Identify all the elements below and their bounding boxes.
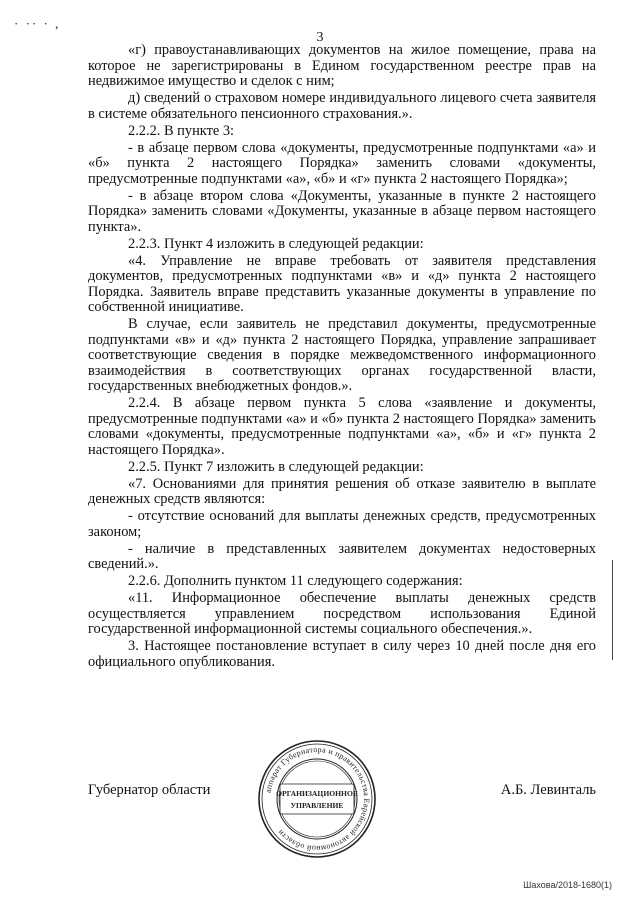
paragraph: - отсутствие оснований для выплаты денежных средств, предусмотренных законом; bbox=[88, 508, 596, 540]
signatory-title: Губернатор области bbox=[88, 782, 211, 798]
paragraph: 2.2.3. Пункт 4 изложить в следующей редакции: bbox=[128, 235, 424, 252]
seal-ring-text: аппарат Губернатора и правительства Еврейской автономной области bbox=[263, 744, 372, 854]
paragraph: 2.2.6. Дополнить пунктом 11 следующего содержания: bbox=[128, 573, 463, 589]
paragraph: «11. Информационное обеспечение выплаты денежных средств осуществляется управлением посредством использования Единой государственной информационной системы социального обеспечения.». bbox=[88, 590, 596, 637]
paragraph: - в абзаце первом слова «документы, предусмотренные подпунктами «а» и «б» пункта 2 настоящего Порядка» заменить словами «документы, предусмотренные подпунктами «а», «б» и «г» пункта 2 настоящего Порядка»; bbox=[88, 139, 596, 187]
paragraph: - наличие в представленных заявителем документах недостоверных сведений.». bbox=[88, 540, 596, 572]
seal-center-line2: УПРАВЛЕНИЕ bbox=[290, 801, 344, 810]
paragraph: - в абзаце втором слова «Документы, указанные в пункте 2 настоящего Порядка» заменить словами «Документы, указанные в абзаце первом настоящего пункта». bbox=[88, 187, 596, 235]
seal-center-line1: ОРГАНИЗАЦИОННОЕ bbox=[276, 789, 358, 798]
paragraph: д) сведений о страховом номере индивидуального лицевого счета заявителя в системе обязательного пенсионного страхования.». bbox=[88, 90, 596, 122]
paragraph: 2.2.5. Пункт 7 изложить в следующей редакции: bbox=[128, 458, 424, 475]
scan-artifact-line bbox=[612, 560, 613, 660]
paragraph: 2.2.2. В пункте 3: bbox=[128, 122, 235, 139]
paragraph: 3. Настоящее постановление вступает в силу через 10 дней после дня его официального опубликования. bbox=[88, 638, 596, 670]
document-body bbox=[88, 43, 596, 672]
signatory-name: А.Б. Левинталь bbox=[500, 782, 596, 798]
paragraph: 2.2.4. В абзаце первом пункта 5 слова «заявление и документы, предусмотренные подпунктами «а» и «б» пункта 2 настоящего Порядка» заменить словами «документы, предусмотренные подпунктами «а», «б» и «г» пункта 2 настоящего Порядка». bbox=[88, 395, 596, 458]
page-number: 3 bbox=[316, 30, 324, 45]
document-code: Шахова/2018-1680(1) bbox=[523, 880, 612, 890]
paragraph: «7. Основаниями для принятия решения об отказе заявителю в выплате денежных средств являются: bbox=[88, 475, 596, 507]
paragraph: «4. Управление не вправе требовать от заявителя представления документов, предусмотренных подпунктами «в» и «д» пункта 2 настоящего Порядка. Заявитель вправе представить указанные документы в управление по собственной инициативе. bbox=[88, 252, 596, 315]
official-seal-stamp bbox=[256, 738, 378, 860]
paragraph: В случае, если заявитель не представил документы, предусмотренные подпунктами «в» и «д» пункта 2 настоящего Порядка, управление запрашивает соответствующие сведения в порядке межведомственного информационного взаимодействия в соответствующих органах государственной власти, государственных внебюджетных фондов.». bbox=[88, 316, 596, 394]
scan-artifact-marks: · ·· · , bbox=[14, 16, 61, 31]
paragraph: «г) правоустанавливающих документов на жилое помещение, права на которое не зарегистрированы в Едином государственном реестре прав на недвижимое имущество и сделок с ним; bbox=[88, 42, 596, 89]
